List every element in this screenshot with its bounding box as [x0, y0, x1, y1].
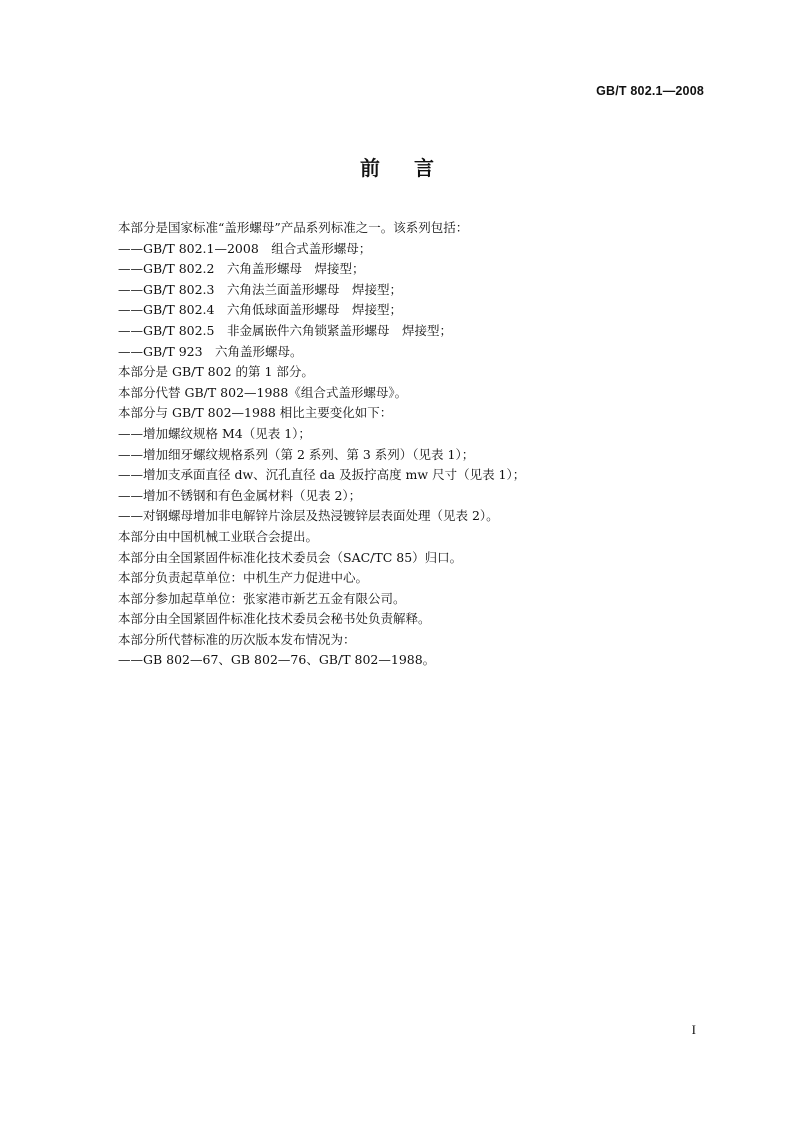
text-line: ——GB/T 802.1—2008 组合式盖形螺母；	[118, 240, 372, 256]
text-line: 本部分由中国机械工业联合会提出。	[118, 528, 319, 544]
text-line: ——GB/T 802.5 非金属嵌件六角锁紧盖形螺母 焊接型；	[118, 322, 452, 338]
text-line: ——增加不锈钢和有色金属材料（见表 2）；	[118, 487, 362, 503]
text-line: ——增加细牙螺纹规格系列（第 2 系列、第 3 系列）（见表 1）；	[118, 446, 475, 462]
text-line: ——GB 802—67、GB 802—76、GB/T 802—1988。	[118, 652, 436, 668]
text-line: 本部分参加起草单位：张家港市新艺五金有限公司。	[118, 590, 406, 606]
text-line: 本部分是国家标准“盖形螺母”产品系列标准之一。该系列包括：	[118, 220, 469, 235]
text-line: 本部分所代替标准的历次版本发布情况为：	[118, 631, 356, 647]
text-line: ——GB/T 802.3 六角法兰面盖形螺母 焊接型；	[118, 281, 402, 297]
text-line: 本部分与 GB/T 802—1988 相比主要变化如下：	[118, 405, 393, 421]
text-line: ——增加螺纹规格 M4（见表 1）；	[118, 425, 311, 441]
text-line: ——GB/T 923 六角盖形螺母。	[118, 343, 303, 359]
text-line: 本部分代替 GB/T 802—1988《组合式盖形螺母》。	[118, 384, 408, 400]
text-line: ——GB/T 802.2 六角盖形螺母 焊接型；	[118, 261, 365, 277]
text-line: 本部分由全国紧固件标准化技术委员会（SAC/TC 85）归口。	[118, 549, 463, 565]
page-number: I	[691, 1022, 696, 1037]
page-title: 前言	[360, 156, 468, 180]
standard-code: GB/T 802.1—2008	[596, 84, 704, 98]
text-line: 本部分是 GB/T 802 的第 1 部分。	[118, 364, 314, 380]
text-line: ——对钢螺母增加非电解锌片涂层及热浸镀锌层表面处理（见表 2）。	[118, 508, 499, 524]
text-line: ——增加支承面直径 dw、沉孔直径 da 及扳拧高度 mw 尺寸（见表 1）；	[118, 467, 526, 483]
foreword-body	[118, 218, 718, 671]
text-line: 本部分由全国紧固件标准化技术委员会秘书处负责解释。	[118, 611, 431, 627]
text-line: ——GB/T 802.4 六角低球面盖形螺母 焊接型；	[118, 302, 402, 318]
text-line: 本部分负责起草单位：中机生产力促进中心。	[118, 570, 369, 586]
